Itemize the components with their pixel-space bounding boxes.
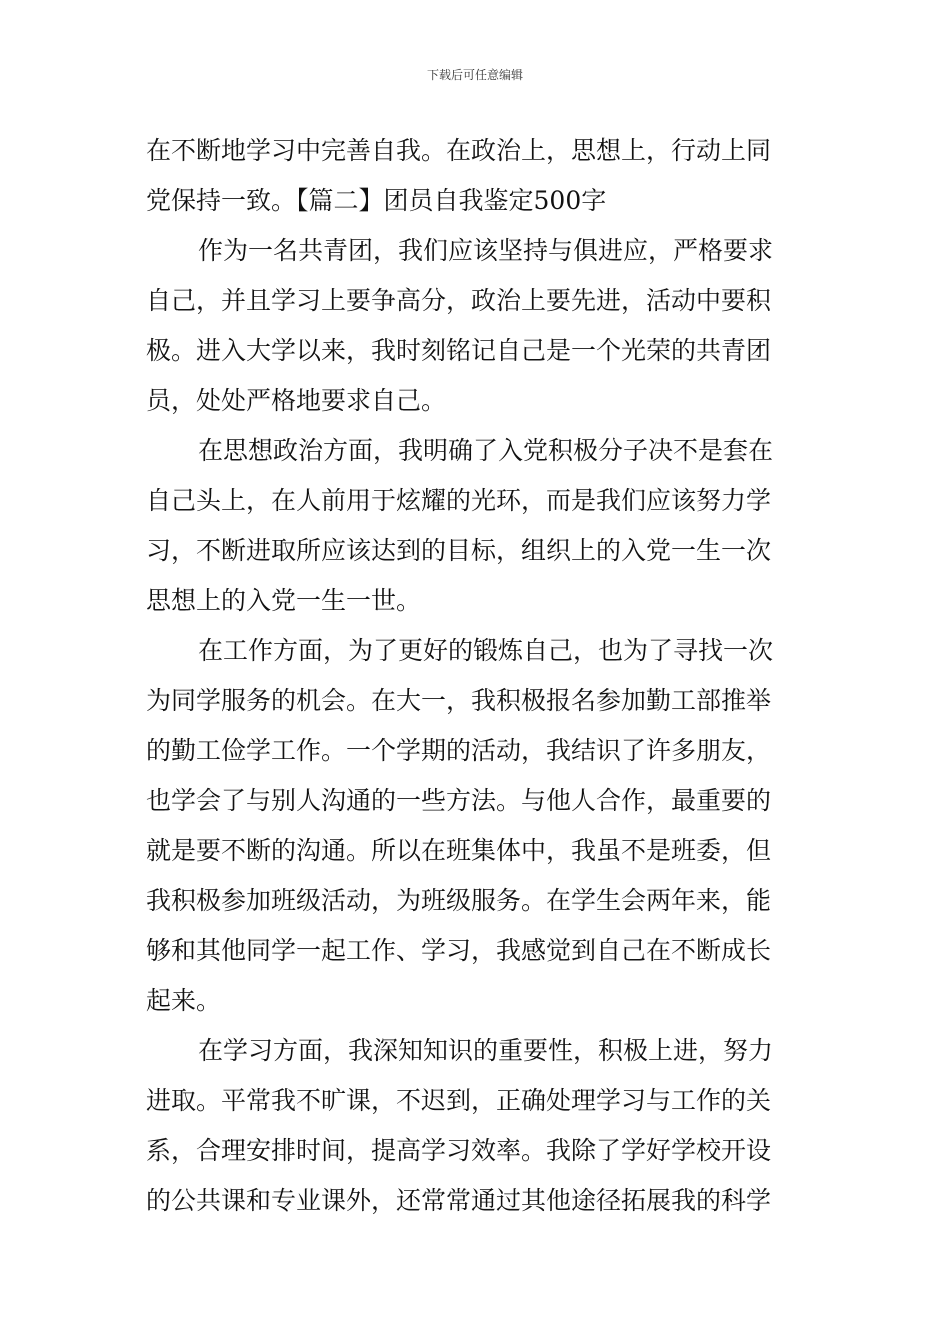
text-line: 就是要不断的沟通。所以在班集体中，我虽不是班委，但 xyxy=(146,836,772,865)
text-line: 进取。平常我不旷课，不迟到，正确处理学习与工作的关 xyxy=(146,1086,772,1115)
page-header: 下载后可任意编辑 xyxy=(426,68,523,82)
text-line: 的勤工俭学工作。一个学期的活动，我结识了许多朋友， xyxy=(146,736,772,765)
text-line: 自己，并且学习上要争高分，政治上要先进，活动中要积 xyxy=(146,286,772,315)
text-line: 也学会了与别人沟通的一些方法。与他人合作，最重要的 xyxy=(146,786,772,815)
text-line: 我积极参加班级活动，为班级服务。在学生会两年来，能 xyxy=(146,886,772,915)
text-line: 党保持一致。【篇二】团员自我鉴定500字 xyxy=(146,186,607,215)
text-line: 思想上的入党一生一世。 xyxy=(146,586,422,615)
document-body xyxy=(146,126,811,1226)
paragraph-first-line: 在工作方面，为了更好的锻炼自己，也为了寻找一次 xyxy=(198,636,774,665)
text-line: 自己头上，在人前用于炫耀的光环，而是我们应该努力学 xyxy=(146,486,772,515)
text-line: 在不断地学习中完善自我。在政治上，思想上，行动上同 xyxy=(146,136,772,165)
text-line: 为同学服务的机会。在大一，我积极报名参加勤工部推举 xyxy=(146,686,772,715)
paragraph-first-line: 在学习方面，我深知知识的重要性，积极上进，努力 xyxy=(198,1036,774,1065)
paragraph-first-line: 作为一名共青团，我们应该坚持与俱进应，严格要求 xyxy=(198,236,774,265)
text-line: 起来。 xyxy=(146,986,222,1015)
text-line: 够和其他同学一起工作、学习，我感觉到自己在不断成长 xyxy=(146,936,772,965)
text-line: 习，不断进取所应该达到的目标，组织上的入党一生一次 xyxy=(146,536,772,565)
paragraph-first-line: 在思想政治方面，我明确了入党积极分子决不是套在 xyxy=(198,436,774,465)
text-line: 极。进入大学以来，我时刻铭记自己是一个光荣的共青团 xyxy=(146,336,772,365)
text-line: 系，合理安排时间，提高学习效率。我除了学好学校开设 xyxy=(146,1136,772,1165)
text-line: 的公共课和专业课外，还常常通过其他途径拓展我的科学 xyxy=(146,1186,772,1215)
text-line: 员，处处严格地要求自己。 xyxy=(146,386,447,415)
